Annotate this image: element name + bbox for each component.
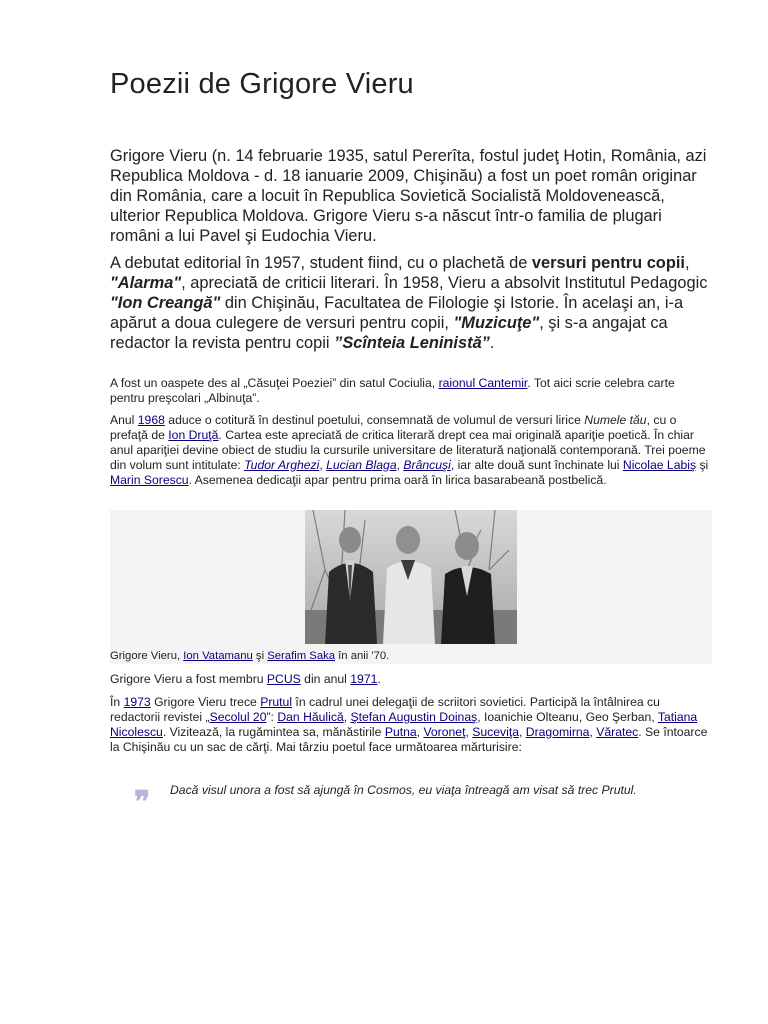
link-serafim-saka[interactable]: Serafim Saka: [267, 650, 336, 662]
text: din anul: [300, 672, 351, 686]
link-lucian-blaga[interactable]: Lucian Blaga: [326, 457, 397, 472]
text: . Asemenea dedicaţii apar pentru prima oară în lirica basarabeană postbelică.: [188, 472, 607, 487]
link-ion-druta[interactable]: Ion Druţă: [168, 427, 219, 442]
guest-paragraph: [110, 376, 712, 406]
text: . Cartea este apreciată de critica literară drept cea mai originală apariţie poetică. În chiar anul apariţiei devine obiect de studiu la cursurile universitare de literatură naţională contemporană. Trei poeme din volum sunt intitulate:: [110, 427, 706, 472]
link-tudor-arghezi[interactable]: Tudor Arghezi: [244, 457, 320, 472]
text: , Ioanichie Olteanu, Geo Şerban,: [477, 709, 658, 724]
text: ,: [684, 254, 690, 272]
link-secolul-20[interactable]: Secolul 20: [209, 709, 267, 724]
link-1968[interactable]: 1968: [137, 413, 165, 427]
link-varatec[interactable]: Văratec: [596, 724, 639, 739]
text: ”:: [266, 709, 278, 724]
text: Grigore Vieru a fost membru: [110, 672, 267, 686]
intro-paragraph: Grigore Vieru (n. 14 februarie 1935, satul Pererîta, fostul judeţ Hotin, România, azi Republica Moldova - d. 18 ianuarie 2009, Chişinău) a fost un poet român originar din România, care a locuit în Republica Sovietică Socialistă Moldovenească, ulterior Republica Moldova. Grigore Vieru s-a născut într-o familia de plugari români a lui Pavel şi Eudochia Vieru.: [110, 147, 707, 245]
text: şi: [252, 650, 268, 662]
link-1973[interactable]: 1973: [123, 695, 151, 709]
text: din Chişinău, Facultatea de Filologie şi Istorie. În acelaşi an, i-a apărut a doua culegere de versuri pentru copii,: [110, 294, 684, 332]
year-1968-paragraph: [110, 413, 712, 488]
text: A debutat editorial în 1957, student fiind, cu o plachetă de: [110, 254, 532, 272]
membership-paragraph: [110, 672, 381, 687]
text: ,: [343, 709, 351, 724]
page-title: Poezii de Grigore Vieru: [110, 68, 414, 100]
blockquote: Dacă visul unora a fost să ajungă în Cosmos, eu viaţa întreagă am visat să trec Prutul.: [170, 783, 637, 797]
text: în cadrul unei delegaţii de scriitori sovietici. Participă la întâlnirea cu redactorii revistei „: [110, 695, 660, 724]
link-tatiana-nicolescu[interactable]: Tatiana Nicolescu: [110, 709, 698, 739]
text: aduce o cotitură în destinul poetului, consemnată de volumul de versuri lirice: [164, 413, 585, 427]
text: ,: [465, 724, 473, 739]
italic-title: "Alarma": [110, 274, 182, 292]
link-nicolae-labis[interactable]: Nicolae Labiş: [622, 457, 697, 472]
link-pcus[interactable]: PCUS: [266, 672, 301, 686]
link-stefan-augustin-doinas[interactable]: Ştefan Augustin Doinaş: [350, 709, 478, 724]
link-brancusi[interactable]: Brâncuşi: [403, 457, 451, 472]
link-dragomirna[interactable]: Dragomirna: [525, 724, 590, 739]
text: .: [377, 672, 381, 686]
text: ,: [589, 724, 597, 739]
text: în anii '70.: [335, 650, 390, 662]
text: , şi s-a angajat ca redactor la revista pentru copii: [110, 314, 668, 352]
text: ,: [519, 724, 526, 739]
text: . Tot aici scrie celebra carte pentru preşcolari „Albinuţa”.: [110, 376, 675, 405]
text: , iar alte două sunt închinate lui: [450, 457, 623, 472]
text: A fost un oaspete des al „Căsuţei Poeziei” din satul Cociulia,: [110, 376, 439, 390]
link-1971[interactable]: 1971: [350, 672, 378, 686]
text: , apreciată de criticii literari. În 1958, Vieru a absolvit Institutul Pedagogic: [181, 274, 708, 292]
black-white-photo[interactable]: [305, 510, 517, 644]
text: .: [489, 334, 495, 352]
quote-icon: ❞: [134, 785, 151, 820]
text: , cu o prefaţă de: [110, 413, 677, 442]
italic-title: "Muzicuţe": [453, 314, 540, 332]
photo-figure: [110, 510, 712, 664]
link-prutul[interactable]: Prutul: [260, 695, 293, 709]
link-putna[interactable]: Putna: [384, 724, 417, 739]
text: . Se întoarce la Chişinău cu un sac de cărţi. Mai târziu poetul face următoarea mărturisire:: [110, 724, 708, 754]
text: Grigore Vieru trece: [150, 695, 261, 709]
photo-caption: [110, 650, 389, 662]
link-marin-sorescu[interactable]: Marin Sorescu: [110, 472, 189, 487]
link-sucevita[interactable]: Suceviţa: [472, 724, 519, 739]
text: ,: [396, 457, 404, 472]
link-ion-vatamanu[interactable]: Ion Vatamanu: [183, 650, 253, 662]
link-dan-haulica[interactable]: Dan Hăulică: [277, 709, 344, 724]
italic-title: "Ion Creangă": [110, 294, 221, 312]
italic-title: ”Scînteia Leninistă”: [334, 334, 490, 352]
text: Anul: [110, 413, 138, 427]
bold-text: versuri pentru copii: [531, 254, 685, 272]
debut-paragraph: [110, 253, 712, 353]
link-raionul-cantemir[interactable]: raionul Cantemir: [438, 376, 528, 390]
text: ,: [416, 724, 424, 739]
text: şi: [696, 457, 709, 472]
text: . Vizitează, la rugămintea sa, mănăstirile: [162, 724, 385, 739]
link-voronet[interactable]: Voroneţ: [423, 724, 466, 739]
text: Grigore Vieru,: [110, 650, 184, 662]
year-1973-paragraph: [110, 695, 712, 755]
text: În: [110, 695, 124, 709]
italic-title: Numele tău: [584, 413, 647, 427]
text: ,: [319, 457, 327, 472]
